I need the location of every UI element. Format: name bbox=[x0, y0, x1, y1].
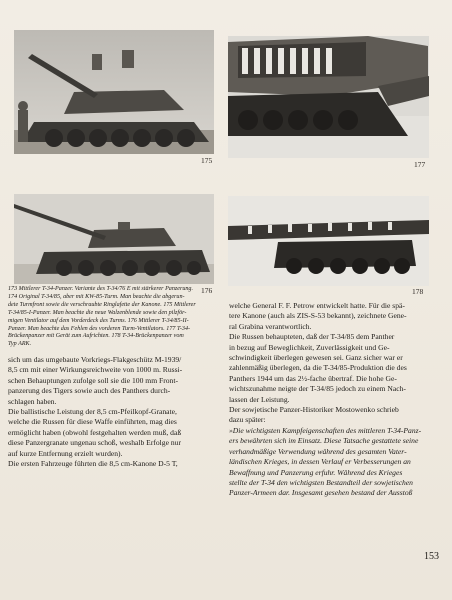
text-line: ral Grabina verantwortlich. bbox=[229, 321, 312, 331]
caption-line: Typ ARK. bbox=[8, 341, 32, 348]
text-line: ermöglicht haben (obwohl festgehalten werden muß, daß bbox=[8, 427, 182, 437]
caption-line: T-34/85-I-Panzer. Man beachte die neue Walzenblende sowie den pilzför- bbox=[8, 309, 187, 316]
caption-line: Panzer. Man beachte das Fehlen des vorderen Turm-Ventilators. 177 T-34- bbox=[8, 325, 191, 332]
caption-line: Brückenpanzer mit Gerät zum Aufrichten. 178 T-34-Brückenpanzer vom bbox=[8, 333, 184, 340]
quote-line: verhandmäßige Verwendung während des gesamten Vater- bbox=[229, 446, 407, 456]
text-line: schwindigkeit überlegen gewesen sei. Ganz sicher war er bbox=[229, 353, 403, 363]
text-line: Die ballistische Leistung der 8,5 cm-Pfeilkopf-Granate, bbox=[8, 407, 177, 417]
figure-captions bbox=[8, 286, 224, 349]
text-line: wichtszunahme neigte der T-34/85 jedoch zu einem Nach- bbox=[229, 384, 406, 394]
text-line: zahlenmäßig überlegen, da die T-34/85-Produktion die des bbox=[229, 363, 407, 373]
quote-line: Panzer-Armeen dar. Insgesamt gesehen bestand der Ausstoß bbox=[229, 488, 413, 498]
photo-t34-85-crew bbox=[14, 30, 214, 154]
caption-line: dete Turmfront sowie die verschraubte Ringlafette der Kanone. 175 Mittlerer bbox=[8, 301, 196, 308]
photo-t34-bridge-tank bbox=[228, 36, 429, 158]
body-text-left-column bbox=[8, 355, 226, 469]
text-line: tere Kanone (auch als ZIS-S-53 bekannt), zeichnete Gene- bbox=[229, 311, 407, 321]
text-line: diese Panzergranate ungenau schoß, weshalb Erfolge nur bbox=[8, 438, 181, 448]
photo-t34-ark bbox=[228, 196, 429, 286]
caption-line: 174 Original T-34/85, aber mit KW-85-Turm. Man beachte die abgerun- bbox=[8, 293, 185, 300]
text-line: dazu später: bbox=[229, 415, 266, 425]
caption-line: migen Ventilator auf dem Vorderdeck des Turms. 176 Mittlerer T-34/85-II- bbox=[8, 317, 189, 324]
text-line: in bezug auf Beweglichkeit, Zuverlässigkeit und Ge- bbox=[229, 342, 390, 352]
text-line: schlagen haben. bbox=[8, 396, 57, 406]
caption-line: 173 Mittlerer T-34-Panzer. Variante des T-34/76 E mit stärkerer Panzerung. bbox=[8, 286, 193, 292]
photo-t34-85-ii bbox=[14, 194, 214, 284]
bridge-tank-photo-image bbox=[228, 36, 429, 158]
quote-line: »Die wichtigsten Kampfeigenschaften des mittleren T-34-Panz- bbox=[229, 425, 422, 435]
tank-photo-image bbox=[14, 30, 214, 154]
quote-line: ländischen Krieges, in dessen Verlauf er Verbesserungen an bbox=[229, 457, 411, 467]
t34-85-ii-photo-image bbox=[14, 194, 214, 284]
text-line: Die ersten Fahrzeuge führten die 8,5 cm-Kanone D-5 T, bbox=[8, 459, 178, 469]
text-line: panzerung des Tigers sowie auch des Panthers durch- bbox=[8, 386, 171, 396]
text-line: Panthers 1944 um das 2½-fache übertraf. Die hohe Ge- bbox=[229, 373, 397, 383]
text-line: welche die Russen für diese Waffe einführten, mag dies bbox=[8, 417, 177, 427]
figure-number: 175 bbox=[201, 156, 213, 165]
text-line: sich um das umgebaute Vorkriegs-Flakgeschütz M-1939/ bbox=[8, 355, 182, 364]
text-line: Der sowjetische Panzer-Historiker Mostowenko schrieb bbox=[229, 405, 399, 415]
text-line: schen Behauptungen zufolge soll sie die 100 mm Front- bbox=[8, 375, 178, 385]
figure-number: 176 bbox=[201, 286, 213, 295]
quote-line: ers bewährten sich im Einsatz. Diese Tatsache gestattete seine bbox=[229, 436, 419, 446]
page-number: 153 bbox=[424, 551, 439, 562]
figure-number: 177 bbox=[414, 160, 426, 169]
quote-line: stellte der T-34 den wichtigsten Bestandteil der sowjetischen bbox=[229, 477, 413, 487]
text-line: lassen der Leistung. bbox=[229, 394, 290, 404]
quote-line: Bewaffnung und Panzerung erfuhr. Während des Krieges bbox=[229, 467, 403, 477]
figure-number: 178 bbox=[412, 287, 424, 296]
text-line: auf kurze Entfernung erzielt wurden). bbox=[8, 448, 123, 458]
text-line: 8,5 cm mit einer Wirkungsreichweite von 1000 m. Russi- bbox=[8, 365, 183, 375]
text-line: welche General F. F. Petrow entwickelt hatte. Für die spä- bbox=[229, 301, 405, 310]
text-line: Die Russen behaupteten, daß der T-34/85 dem Panther bbox=[229, 332, 395, 342]
body-text-right-column bbox=[229, 301, 441, 499]
t34-ark-photo-image bbox=[228, 196, 429, 286]
